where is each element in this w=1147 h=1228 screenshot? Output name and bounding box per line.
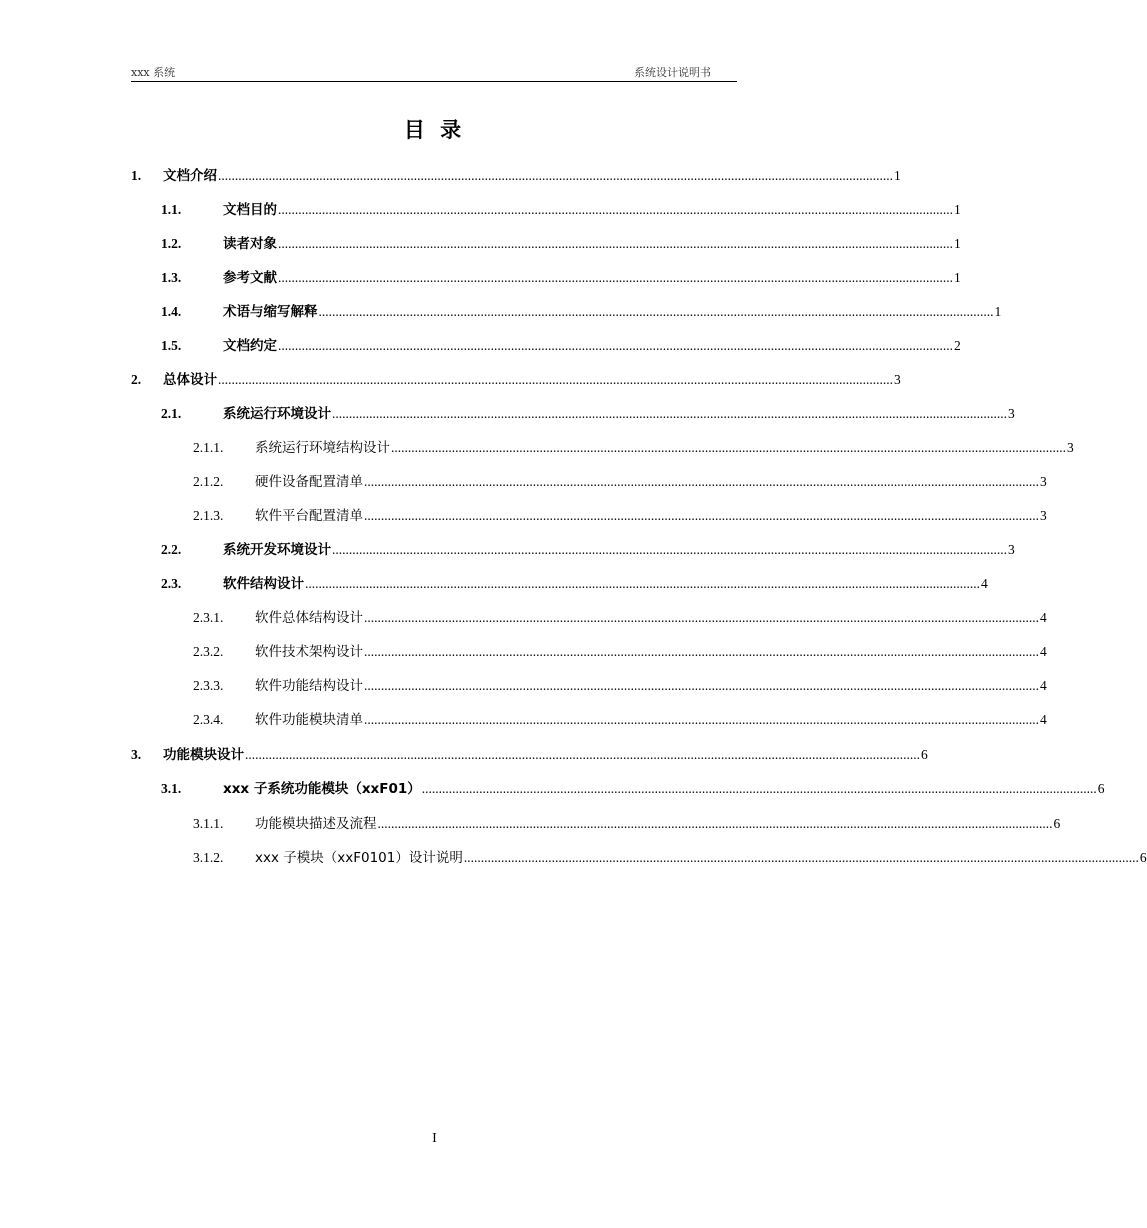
toc-entry-number: 2.3.1. — [193, 610, 224, 625]
toc-entry-title: 硬件设备配置清单 — [255, 474, 363, 490]
toc-entry[interactable] — [131, 232, 961, 252]
dot-leader: ........................................................................................................................................................................................................ — [278, 270, 953, 285]
toc-entry-number: 2.1.2. — [193, 474, 224, 489]
toc-entry[interactable] — [131, 504, 1047, 524]
toc-entry[interactable] — [131, 470, 1047, 490]
toc-entry[interactable] — [131, 708, 1047, 728]
header-left-text: xxx 系统 — [131, 66, 176, 79]
toc-entry-number: 1.4. — [161, 304, 182, 319]
dot-leader: ........................................................................................................................................................................................................ — [364, 474, 1039, 489]
toc-entry[interactable] — [131, 572, 988, 592]
toc-entry-page: 6 — [1053, 816, 1061, 831]
toc-entry-page: 3 — [1040, 474, 1047, 489]
toc-entry-title: 文档介绍 — [163, 168, 217, 184]
dot-leader: ........................................................................................................................................................................................................ — [463, 850, 1139, 865]
toc-entry-number: 2.3.4. — [193, 712, 224, 727]
dot-leader: ........................................................................................................................................................................................................ — [278, 202, 953, 217]
toc-title: 目 录 — [403, 118, 466, 142]
toc-entry[interactable] — [131, 334, 961, 354]
toc-entry-number: 2.2. — [161, 542, 182, 557]
toc-entry-page: 3 — [1067, 440, 1074, 455]
toc-entry[interactable] — [131, 198, 961, 218]
toc-entry-title: xxx 子模块（xxF0101）设计说明 — [255, 850, 463, 866]
toc-entry-title: 文档约定 — [223, 338, 277, 354]
dot-leader: ........................................................................................................................................................................................................ — [364, 644, 1039, 659]
toc-entry-number: 3.1. — [161, 781, 182, 796]
toc-entry[interactable] — [131, 640, 1047, 660]
toc-entry[interactable] — [131, 674, 1047, 694]
toc-entry[interactable] — [131, 402, 1015, 422]
toc-entry-page: 4 — [981, 576, 988, 591]
toc-entry-title: xxx 子系统功能模块（xxF01） — [223, 781, 421, 797]
toc-entry[interactable] — [131, 538, 1015, 558]
toc-entry[interactable] — [131, 743, 928, 763]
toc-entry-number: 1.1. — [161, 202, 182, 217]
dot-leader: ........................................................................................................................................................................................................ — [332, 542, 1007, 557]
toc-entry-number: 3. — [131, 747, 142, 762]
toc-entry-title: 术语与缩写解释 — [223, 304, 318, 320]
toc-entry[interactable] — [131, 266, 961, 286]
toc-entry-page: 1 — [894, 168, 901, 183]
toc-entry-title: 功能模块设计 — [163, 747, 244, 763]
toc-entry-page: 1 — [954, 270, 961, 285]
toc-entry[interactable] — [131, 812, 1061, 832]
toc-entry-page: 4 — [1040, 610, 1047, 625]
toc-entry-number: 2.3.3. — [193, 678, 224, 693]
header-right-text: 系统设计说明书 — [634, 66, 711, 79]
toc-entry-page: 6 — [921, 747, 928, 762]
toc-entry-page: 6 — [1097, 781, 1105, 796]
dot-leader: ........................................................................................................................................................................................................ — [318, 304, 994, 319]
toc-entry-page: 4 — [1040, 678, 1047, 693]
toc-entry[interactable] — [131, 777, 1105, 797]
toc-entry-number: 2.3. — [161, 576, 182, 591]
toc-entry-page: 4 — [1040, 644, 1047, 659]
toc-entry-page: 3 — [1008, 406, 1015, 421]
toc-entry-page: 1 — [954, 236, 961, 251]
toc-entry-number: 2.1.1. — [193, 440, 224, 455]
toc-entry-title: 系统开发环境设计 — [223, 542, 331, 558]
toc-entry-page: 4 — [1040, 712, 1047, 727]
page-number: I — [432, 1131, 437, 1146]
dot-leader: ........................................................................................................................................................................................................ — [391, 440, 1066, 455]
toc-entry-title: 软件功能结构设计 — [255, 678, 363, 694]
dot-leader: ........................................................................................................................................................................................................ — [364, 712, 1039, 727]
toc-entry[interactable] — [131, 436, 1074, 456]
dot-leader: ........................................................................................................................................................................................................ — [218, 372, 893, 387]
toc-entry-page: 2 — [954, 338, 961, 353]
toc-entry-title: 系统运行环境结构设计 — [255, 440, 390, 456]
toc-entry[interactable] — [131, 300, 1002, 320]
toc-entry-title: 软件结构设计 — [223, 576, 304, 592]
toc-entry-number: 2.3.2. — [193, 644, 224, 659]
toc-entry-title: 软件总体结构设计 — [255, 610, 363, 626]
dot-leader: ........................................................................................................................................................................................................ — [218, 168, 893, 183]
toc-entry-title: 软件平台配置清单 — [255, 508, 363, 524]
toc-entry-title: 读者对象 — [223, 236, 277, 252]
dot-leader: ........................................................................................................................................................................................................ — [245, 747, 920, 762]
toc-entry-number: 1.3. — [161, 270, 182, 285]
toc-entry-number: 1.2. — [161, 236, 182, 251]
toc-entry-number: 2. — [131, 372, 142, 387]
toc-entry-page: 6 — [1139, 850, 1147, 865]
toc-entry-number: 3.1.2. — [193, 850, 224, 865]
dot-leader: ........................................................................................................................................................................................................ — [364, 508, 1039, 523]
dot-leader: ........................................................................................................................................................................................................ — [364, 610, 1039, 625]
toc-entry-title: 文档目的 — [223, 202, 277, 218]
toc-entry-title: 软件技术架构设计 — [255, 644, 363, 660]
dot-leader: ........................................................................................................................................................................................................ — [332, 406, 1007, 421]
toc-entry-page: 3 — [1040, 508, 1047, 523]
toc-entry-title: 参考文献 — [223, 270, 277, 286]
dot-leader: ........................................................................................................................................................................................................ — [278, 338, 953, 353]
toc-entry-page: 3 — [894, 372, 901, 387]
toc-entry[interactable] — [131, 164, 901, 184]
toc-entry-number: 1. — [131, 168, 142, 183]
dot-leader: ........................................................................................................................................................................................................ — [305, 576, 980, 591]
toc-entry-title: 软件功能模块清单 — [255, 712, 363, 728]
toc-entry-title: 系统运行环境设计 — [223, 406, 331, 422]
toc-entry-number: 1.5. — [161, 338, 182, 353]
toc-entry-number: 2.1. — [161, 406, 182, 421]
dot-leader: ........................................................................................................................................................................................................ — [421, 781, 1097, 796]
toc-entry-title: 总体设计 — [163, 372, 217, 388]
dot-leader: ........................................................................................................................................................................................................ — [278, 236, 953, 251]
toc-entry-page: 1 — [994, 304, 1002, 319]
toc-entry-title: 功能模块描述及流程 — [255, 816, 377, 832]
toc-entry-number: 3.1.1. — [193, 816, 224, 831]
toc-entry-number: 2.1.3. — [193, 508, 224, 523]
toc-entry[interactable] — [131, 606, 1047, 626]
dot-leader: ........................................................................................................................................................................................................ — [377, 816, 1053, 831]
toc-entry[interactable] — [131, 846, 1147, 866]
page-header — [131, 62, 737, 82]
toc-entry-page: 1 — [954, 202, 961, 217]
toc-entry[interactable] — [131, 368, 901, 388]
dot-leader: ........................................................................................................................................................................................................ — [364, 678, 1039, 693]
toc-entry-page: 3 — [1008, 542, 1015, 557]
